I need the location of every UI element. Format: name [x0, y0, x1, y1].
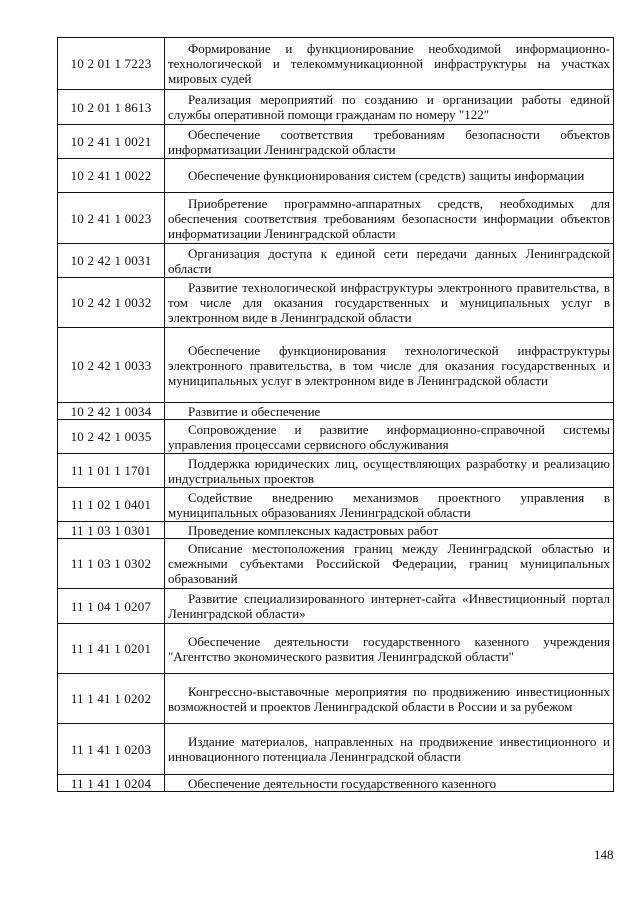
- table-row: [58, 454, 614, 488]
- row-code: 10 2 42 1 0035: [58, 420, 165, 454]
- table-row: [58, 589, 614, 624]
- table-row: [58, 674, 614, 724]
- row-code: 10 2 41 1 0023: [58, 193, 165, 244]
- table-row: [58, 193, 614, 244]
- row-code: 10 2 42 1 0033: [58, 328, 165, 403]
- row-description: Поддержка юридических лиц, осуществляющих разработку и реализацию индустриальных проектов: [165, 454, 614, 488]
- row-description: Проведение комплексных кадастровых работ: [165, 522, 614, 539]
- row-code: 10 2 01 1 7223: [58, 38, 165, 90]
- row-description: Обеспечение деятельности государственного казенного: [165, 775, 614, 792]
- row-code: 10 2 41 1 0022: [58, 159, 165, 193]
- row-description: Реализация мероприятий по созданию и организации работы единой службы оперативной помощи гражданам по номеру "122": [165, 90, 614, 125]
- row-description: Обеспечение функционирования систем (средств) защиты информации: [165, 159, 614, 193]
- row-description: Издание материалов, направленных на продвижение инвестиционного и инновационного потенциала Ленинградской области: [165, 724, 614, 775]
- table-row: [58, 38, 614, 90]
- row-code: 10 2 41 1 0021: [58, 125, 165, 159]
- row-description: Описание местоположения границ между Ленинградской областью и смежными субъектами Российской Федерации, границ муниципальных образований: [165, 539, 614, 589]
- table-row: [58, 724, 614, 775]
- row-code: 11 1 03 1 0302: [58, 539, 165, 589]
- row-code: 11 1 03 1 0301: [58, 522, 165, 539]
- table-row: [58, 488, 614, 522]
- row-description: Конгрессно-выставочные мероприятия по продвижению инвестиционных возможностей и проектов Ленинградской области в России и за рубежом: [165, 674, 614, 724]
- table-row: [58, 244, 614, 278]
- row-code: 11 1 02 1 0401: [58, 488, 165, 522]
- row-code: 10 2 42 1 0032: [58, 278, 165, 328]
- table-row: [58, 403, 614, 420]
- row-description: Формирование и функционирование необходимой информационно-технологической и телекоммуникационной инфраструктуры на участках мировых судей: [165, 38, 614, 90]
- row-code: 11 1 41 1 0203: [58, 724, 165, 775]
- table-row: [58, 539, 614, 589]
- table-row: [58, 775, 614, 792]
- row-description: Обеспечение соответствия требованиям безопасности объектов информатизации Ленинградской области: [165, 125, 614, 159]
- table-row: [58, 624, 614, 674]
- table-row: [58, 125, 614, 159]
- table-row: [58, 328, 614, 403]
- row-description: Содействие внедрению механизмов проектного управления в муниципальных образованиях Ленинградской области: [165, 488, 614, 522]
- table-row: [58, 420, 614, 454]
- row-description: Развитие технологической инфраструктуры электронного правительства, в том числе для оказания государственных и муниципальных услуг в электронном виде в Ленинградской области: [165, 278, 614, 328]
- page-number: 148: [594, 847, 614, 862]
- table-row: [58, 90, 614, 125]
- row-code: 10 2 42 1 0031: [58, 244, 165, 278]
- row-description: Организация доступа к единой сети передачи данных Ленинградской области: [165, 244, 614, 278]
- row-description: Развитие и обеспечение: [165, 403, 614, 420]
- row-code: 11 1 04 1 0207: [58, 589, 165, 624]
- row-code: 11 1 01 1 1701: [58, 454, 165, 488]
- row-description: Обеспечение деятельности государственного казенного учреждения "Агентство экономического развития Ленинградской области": [165, 624, 614, 674]
- table-row: [58, 278, 614, 328]
- row-code: 10 2 42 1 0034: [58, 403, 165, 420]
- row-code: 11 1 41 1 0201: [58, 624, 165, 674]
- row-description: Обеспечение функционирования технологической инфраструктуры электронного правительства, в том числе для оказания государственных и муниципальных услуг в электронном виде в Ленинградской области: [165, 328, 614, 403]
- row-code: 11 1 41 1 0204: [58, 775, 165, 792]
- row-description: Сопровождение и развитие информационно-справочной системы управления процессами сервисного обслуживания: [165, 420, 614, 454]
- row-description: Приобретение программно-аппаратных средств, необходимых для обеспечения соответствия требованиям безопасности информации объектов информатизации Ленинградской области: [165, 193, 614, 244]
- row-code: 10 2 01 1 8613: [58, 90, 165, 125]
- row-description: Развитие специализированного интернет-сайта «Инвестиционный портал Ленинградской области»: [165, 589, 614, 624]
- table-row: [58, 522, 614, 539]
- budget-codes-table: [57, 37, 614, 792]
- table-body: [58, 38, 614, 792]
- table-row: [58, 159, 614, 193]
- row-code: 11 1 41 1 0202: [58, 674, 165, 724]
